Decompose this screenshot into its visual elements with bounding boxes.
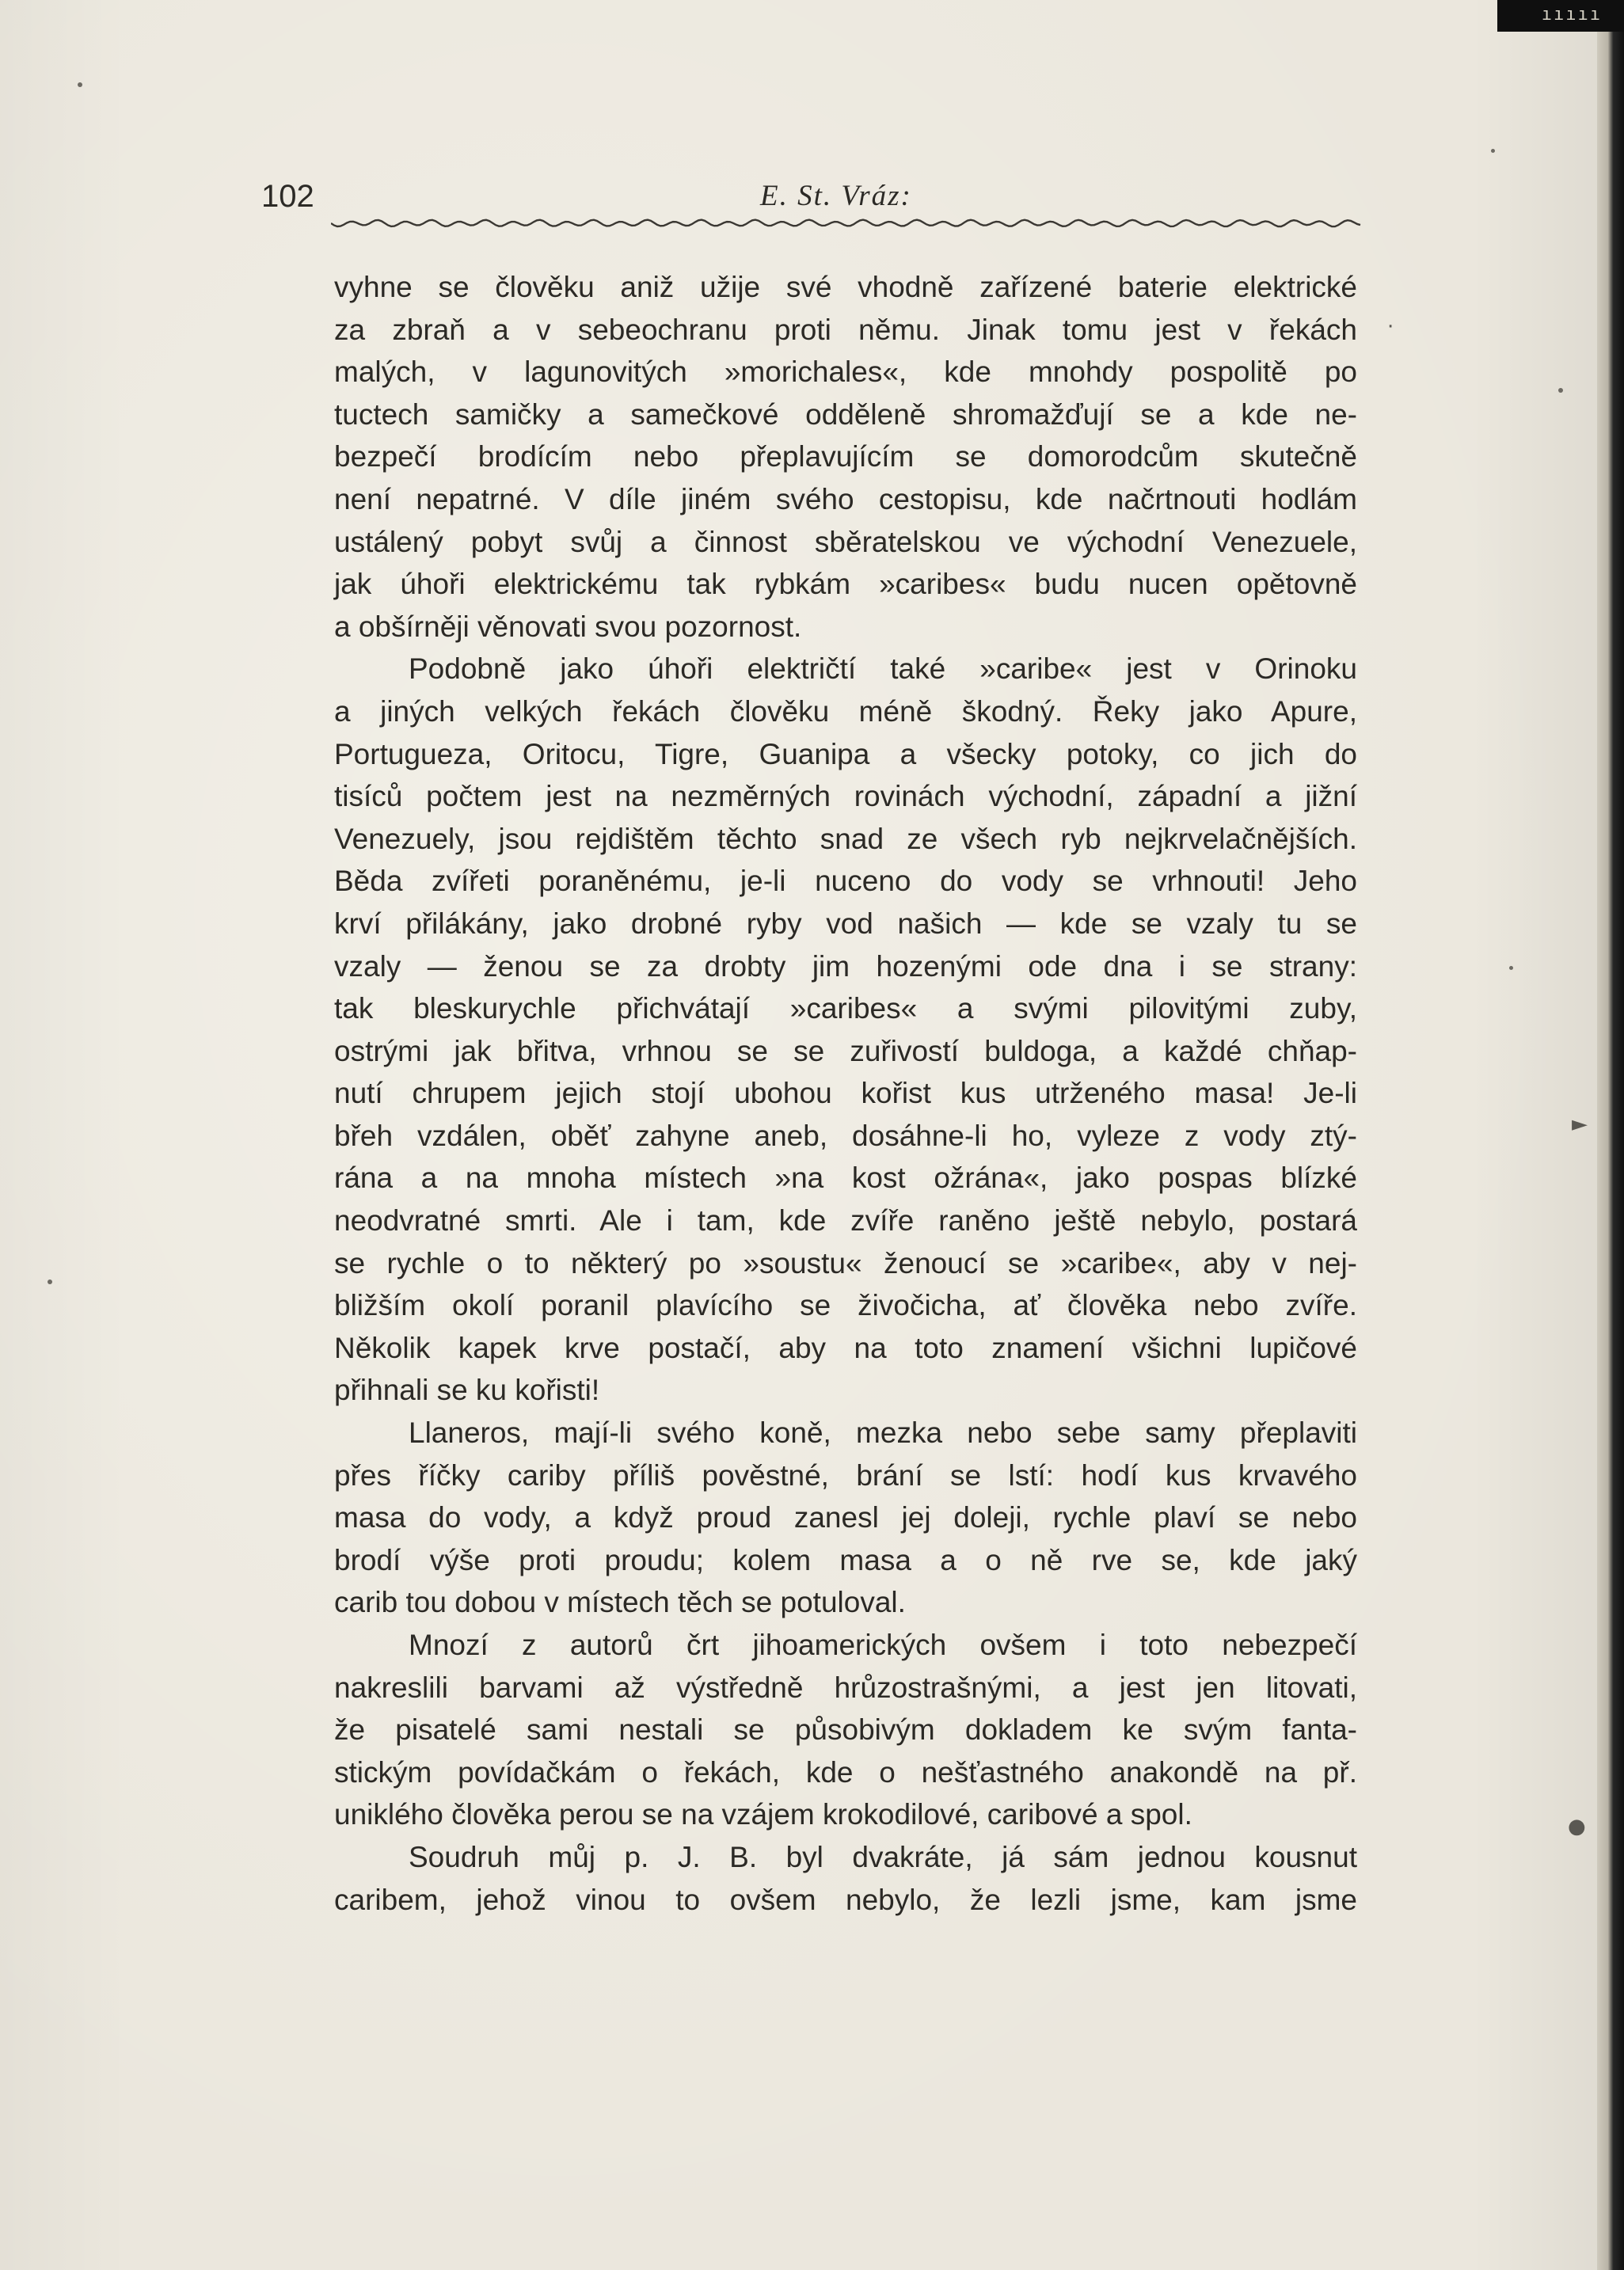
- text-line: bezpečí brodícím nebo přeplavujícím se domorodcům skutečně: [334, 440, 1357, 473]
- header-wavy-rule: [331, 215, 1362, 231]
- text-line: uniklého člověka perou se na vzájem krokodilové, caribové a spol.: [334, 1798, 1192, 1831]
- dust-speck: [78, 82, 82, 87]
- text-line: Venezuely, jsou rejdištěm těchto snad ze všech ryb nejkrvelačnějších.: [334, 822, 1357, 855]
- dust-speck: [1558, 388, 1563, 393]
- text-line: malých, v lagunovitých »morichales«, kde mnohdy pospolitě po: [334, 356, 1357, 389]
- paragraph: [334, 1836, 1357, 1921]
- paragraph: [334, 1624, 1357, 1836]
- text-line: ustálený pobyt svůj a činnost sběratelskou ve východní Venezuele,: [334, 525, 1357, 558]
- scan-corner-mark-text: ııııı: [1541, 5, 1602, 25]
- text-line: stickým povídačkám o řekách, kde o nešťastného anakondě na př.: [334, 1755, 1357, 1789]
- dust-speck: [48, 1279, 52, 1284]
- dust-speck: [1491, 149, 1495, 153]
- paragraph: [334, 266, 1357, 648]
- body-text: [334, 266, 1357, 1921]
- text-line: není nepatrné. V díle jiném svého cestopisu, kde načrtnouti hodlám: [334, 482, 1357, 515]
- margin-tick: ►: [1572, 1112, 1588, 1136]
- text-line: Llaneros, mají-li svého koně, mezka nebo sebe samy přeplaviti: [409, 1416, 1357, 1450]
- text-line: carib tou dobou v místech těch se potuloval.: [334, 1586, 906, 1619]
- text-line: břeh vzdálen, oběť zahyne aneb, dosáhne-li ho, vyleze z vody ztý-: [334, 1119, 1357, 1152]
- text-line: nakreslili barvami až výstředně hrůzostrašnými, a jest jen litovati,: [334, 1671, 1357, 1704]
- dust-speck: [1509, 966, 1513, 970]
- text-line: za zbraň a v sebeochranu proti němu. Jinak tomu jest v řekách: [334, 313, 1357, 346]
- text-line: přes říčky cariby příliš pověstné, brání se lstí: hodí kus krvavého: [334, 1458, 1357, 1492]
- text-line: tak bleskurychle přichvátají »caribes« a svými pilovitými zuby,: [334, 992, 1357, 1025]
- paragraph: [334, 1412, 1357, 1624]
- text-line: že pisatelé sami nestali se působivým dokladem ke svým fanta-: [334, 1713, 1357, 1747]
- text-line: Běda zvířeti poraněnému, je-li nuceno do vody se vrhnouti! Jeho: [334, 865, 1357, 898]
- running-head: E. St. Vráz:: [760, 180, 912, 212]
- text-line: a jiných velkých řekách člověku méně škodný. Řeky jako Apure,: [334, 694, 1357, 728]
- page-edge-shadow: [1597, 0, 1624, 2270]
- text-line: bližším okolí poranil plavícího se živočicha, ať člověka nebo zvíře.: [334, 1289, 1357, 1322]
- text-line: vzaly — ženou se za drobty jim hozenými ode dna i se strany:: [334, 949, 1357, 983]
- text-line: krví přilákány, jako drobné ryby vod našich — kde se vzaly tu se: [334, 907, 1357, 940]
- text-line: a obšírněji věnovati svou pozornost.: [334, 610, 802, 643]
- margin-speck: ·: [1387, 315, 1394, 339]
- text-line: tisíců počtem jest na nezměrných rovinách východní, západní a jižní: [334, 780, 1357, 813]
- page-number: 102: [261, 179, 314, 214]
- text-line: se rychle o to některý po »soustu« ženoucí se »caribe«, aby v nej-: [334, 1246, 1357, 1279]
- text-line: brodí výše proti proudu; kolem masa a o ně rve se, kde jaký: [334, 1543, 1357, 1576]
- margin-tick: ●: [1568, 1815, 1586, 1838]
- text-line: přihnali se ku kořisti!: [334, 1374, 600, 1407]
- text-line: Podobně jako úhoři električtí také »caribe« jest v Orinoku: [409, 652, 1357, 686]
- scan-corner-mark: [1497, 0, 1624, 32]
- text-line: masa do vody, a když proud zanesl jej doleji, rychle plaví se nebo: [334, 1501, 1357, 1534]
- text-line: vyhne se člověku aniž užije své vhodně zařízené baterie elektrické: [334, 271, 1357, 303]
- text-line: caribem, jehož vinou to ovšem nebylo, že lezli jsme, kam jsme: [334, 1883, 1357, 1916]
- text-line: rána a na mnoha místech »na kost ožrána«, jako pospas blízké: [334, 1162, 1357, 1195]
- text-line: jak úhoři elektrickému tak rybkám »caribes« budu nucen opětovně: [334, 568, 1357, 601]
- text-line: ostrými jak břitva, vrhnou se se zuřivostí buldoga, a každé chňap-: [334, 1034, 1357, 1067]
- text-line: Mnozí z autorů črt jihoamerických ovšem i toto nebezpečí: [409, 1629, 1357, 1661]
- text-line: tuctech samičky a samečkové odděleně shromažďují se a kde ne-: [334, 397, 1357, 431]
- text-line: neodvratné smrti. Ale i tam, kde zvíře raněno ještě nebylo, postará: [334, 1204, 1357, 1238]
- text-line: Soudruh můj p. J. B. byl dvakráte, já sám jednou kousnut: [409, 1840, 1357, 1873]
- text-line: Několik kapek krve postačí, aby na toto znamení všichni lupičové: [334, 1331, 1357, 1364]
- text-line: nutí chrupem jejich stojí ubohou kořist kus utrženého masa! Je-li: [334, 1077, 1357, 1110]
- paragraph: [334, 648, 1357, 1412]
- text-line: Portugueza, Oritocu, Tigre, Guanipa a všecky potoky, co jich do: [334, 737, 1357, 770]
